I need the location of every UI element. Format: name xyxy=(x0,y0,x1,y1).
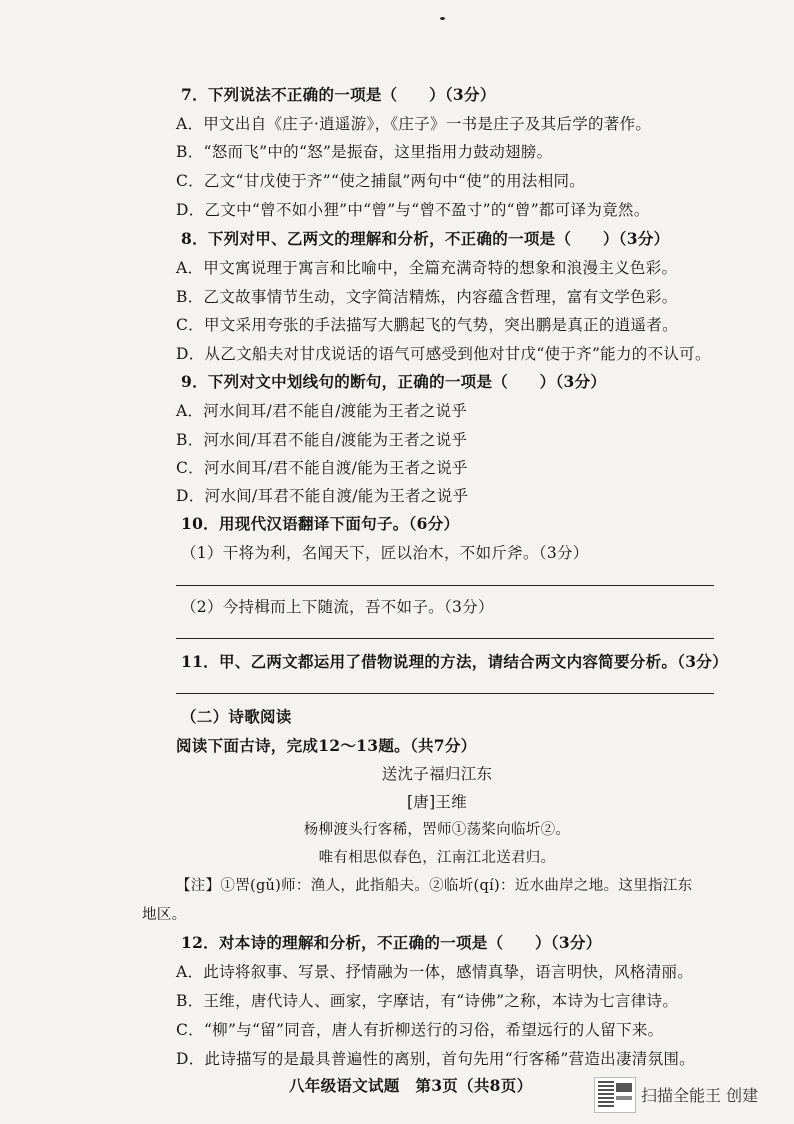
poem-author: [唐]王维 xyxy=(406,793,468,811)
poetry-section-heading: （二）诗歌阅读 xyxy=(181,707,292,726)
q8-option-c: C．甲文采用夸张的手法描写大鹏起飞的气势，突出鹏是真正的逍遥者。 xyxy=(176,316,678,334)
answer-line xyxy=(176,585,714,586)
scanner-watermark: 扫描全能王 创建 xyxy=(641,1086,759,1105)
answer-line xyxy=(176,638,714,639)
q7-stem: 7．下列说法不正确的一项是（ ）（3分） xyxy=(181,85,496,104)
q12-stem: 12．对本诗的理解和分析，不正确的一项是（ ）（3分） xyxy=(181,933,602,952)
q8-stem: 8．下列对甲、乙两文的理解和分析，不正确的一项是（ ）（3分） xyxy=(181,229,670,248)
answer-line xyxy=(176,693,714,694)
q11-stem: 11．甲、乙两文都运用了借物说理的方法，请结合两文内容简要分析。（3分） xyxy=(181,652,728,671)
q12-option-d: D．此诗描写的是最具普遍性的离别，首句先用“行客稀”营造出凄清氛围。 xyxy=(176,1050,695,1068)
q8-option-d: D．从乙文船夫对甘戊说话的语气可感受到他对甘戊“使于齐”能力的不认可。 xyxy=(176,345,711,363)
poem-line-1: 杨柳渡头行客稀，罟师①荡桨向临圻②。 xyxy=(303,822,571,838)
poem-note-continued: 地区。 xyxy=(142,907,187,923)
logo-mark-sub xyxy=(616,1096,632,1100)
q12-option-a: A．此诗将叙事、写景、抒情融为一体，感情真挚，语言明快，风格清丽。 xyxy=(176,963,694,981)
q9-option-c: C．河水间耳/君不能自渡/能为王者之说乎 xyxy=(176,459,468,477)
poem-title: 送沈子福归江东 xyxy=(381,765,493,783)
scan-speck xyxy=(440,17,445,20)
poem-note: 【注】①罟(gǔ)师：渔人，此指船夫。②临圻(qí)：近水曲岸之地。这里指江东 xyxy=(176,878,693,894)
q10-sentence-1: （1）干将为利，名闻天下，匠以治木，不如斤斧。（3分） xyxy=(181,544,589,562)
q12-option-c: C．“柳”与“留”同音，唐人有折柳送行的习俗，希望远行的人留下来。 xyxy=(176,1021,664,1039)
q10-stem: 10．用现代汉语翻译下面句子。（6分） xyxy=(181,514,460,533)
q7-option-b: B．“怒而飞”中的“怒”是振奋，这里指用力鼓动翅膀。 xyxy=(176,143,553,161)
q9-option-b: B．河水间/耳君不能自/渡能为王者之说乎 xyxy=(176,431,468,449)
q7-option-c: C．乙文“甘戊使于齐”“使之捕鼠”两句中“使”的用法相同。 xyxy=(176,172,586,190)
poetry-instruction: 阅读下面古诗，完成12～13题。（共7分） xyxy=(176,736,477,755)
q7-option-a: A．甲文出自《庄子·逍遥游》，《庄子》一书是庄子及其后学的著作。 xyxy=(176,115,652,133)
q10-sentence-2: （2）今持楫而上下随流，吾不如子。（3分） xyxy=(181,598,494,616)
q8-option-a: A．甲文寓说理于寓言和比喻中，全篇充满奇特的想象和浪漫主义色彩。 xyxy=(176,259,678,277)
scanner-logo-icon xyxy=(594,1077,636,1113)
q12-option-b: B．王维，唐代诗人、画家，字摩诘，有“诗佛”之称，本诗为七言律诗。 xyxy=(176,992,679,1010)
poem-line-2: 唯有相思似春色，江南江北送君归。 xyxy=(318,850,556,866)
q8-option-b: B．乙文故事情节生动，文字简洁精炼，内容蕴含哲理，富有文学色彩。 xyxy=(176,288,678,306)
q9-stem: 9．下列对文中划线句的断句，正确的一项是（ ）（3分） xyxy=(181,372,607,391)
qr-code-icon xyxy=(598,1081,614,1107)
q9-option-d: D．河水间/耳君不能自渡/能为王者之说乎 xyxy=(176,487,469,505)
page-number-footer: 八年级语文试题 第3页（共8页） xyxy=(289,1076,533,1095)
q7-option-d: D．乙文中“曾不如小狸”中“曾”与“曾不盈寸”的“曾”都可译为竟然。 xyxy=(176,201,650,219)
q9-option-a: A．河水间耳/君不能自/渡能为王者之说乎 xyxy=(176,402,468,420)
logo-mark xyxy=(616,1083,632,1092)
